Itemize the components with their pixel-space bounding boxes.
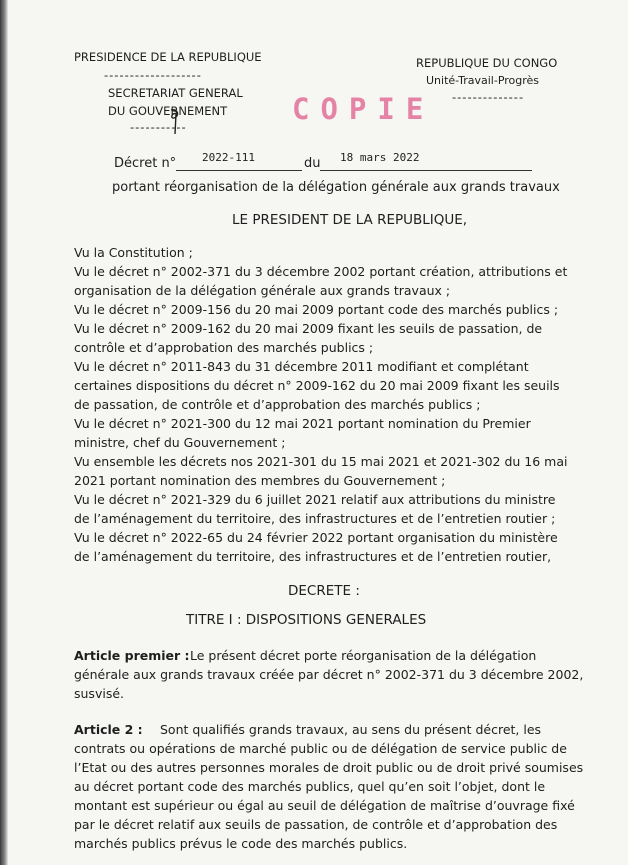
handwritten-mark [168,106,182,136]
visa-line: Vu le décret n° 2009-162 du 20 mai 2009 fixant les seuils de passation, de [74,321,543,336]
decret-number: 2022-111 [202,151,255,164]
visa-line: Vu le décret n° 2002-371 du 3 décembre 2002 portant création, attributions et [74,264,568,279]
visa-line: Vu le décret n° 2011-843 du 31 décembre 2011 modifiant et complétant [74,359,529,374]
du-label: du [304,156,321,171]
visa-line: Vu le décret n° 2022-65 du 24 février 2022 portant organisation du ministère [74,530,558,545]
decret-label: Décret n° [114,156,177,171]
visa-line: 2021 portant nomination des membres du Gouvernement ; [74,473,446,488]
copie-stamp: COPIE [292,92,435,126]
article-1-label: Article premier : [74,648,190,663]
decret-date-underline [320,170,532,171]
decret-subject: portant réorganisation de la délégation générale aux grands travaux [112,180,560,195]
article-2-label: Article 2 : [74,722,143,737]
presidence-heading: PRESIDENCE DE LA REPUBLIQUE [74,50,262,64]
article-1-text: générale aux grands travaux créée par décret n° 2002-371 du 3 décembre 2002, [74,667,584,682]
president-heading: LE PRESIDENT DE LA REPUBLIQUE, [232,212,468,228]
visa-line: de passation, de contrôle et d’approbation des marchés publics ; [74,397,481,412]
titre-1-heading: TITRE I : DISPOSITIONS GENERALES [186,612,427,628]
republique-heading: REPUBLIQUE DU CONGO [416,56,558,70]
visa-line: Vu le décret n° 2021-300 du 12 mai 2021 portant nomination du Premier [74,416,531,431]
scan-edge [0,0,8,865]
visa-line: ministre, chef du Gouvernement ; [74,435,286,450]
header-right-dashes: -------------- [452,90,525,104]
article-2-text: l’Etat ou des autres personnes morales de droit public ou de droit privé soumises [74,760,584,775]
gouvernement-heading: DU GOUVERNEMENT [108,104,228,118]
article-2-text: par le décret relatif aux seuils de passation, de contrôle et d’approbation des [74,817,558,832]
decret-date: 18 mars 2022 [340,151,420,164]
article-2-text: contrats ou opérations de marché public ou de délégation de service public de [74,741,567,756]
secretariat-heading: SECRETARIAT GENERAL [108,86,243,100]
devise: Unité-Travail-Progrès [426,74,540,87]
article-1-text: susvisé. [74,686,124,701]
article-2-text: au décret portant code des marchés publics, quel qu’en soit l’objet, dont le [74,779,546,794]
visa-line: Vu le décret n° 2009-156 du 20 mai 2009 portant code des marchés publics ; [74,302,559,317]
article-2-text: montant est supérieur ou égal au seuil de délégation de maîtrise d’ouvrage fixé [74,798,575,813]
article-2-text: marchés publics prévus le code des marchés publics. [74,836,408,851]
header-left-dashes-2: ----------- [130,120,187,134]
visa-line: contrôle et d’approbation des marchés publics ; [74,340,374,355]
visa-line: Vu la Constitution ; [74,245,193,260]
visa-line: organisation de la délégation générale aux grands travaux ; [74,283,451,298]
header-left-dashes-1: ------------------- [104,68,202,82]
visa-line: de l’aménagement du territoire, des infrastructures et de l’entretien routier, [74,549,552,564]
visa-line: de l’aménagement du territoire, des infrastructures et de l’entretien routier ; [74,511,556,526]
decret-number-underline [176,170,302,171]
article-1-text: Le présent décret porte réorganisation de la délégation [190,648,537,663]
visa-line: Vu ensemble les décrets nos 2021-301 du 15 mai 2021 et 2021-302 du 16 mai [74,454,568,469]
visa-line: certaines dispositions du décret n° 2009-162 du 20 mai 2009 fixant les seuils [74,378,560,393]
decrete-heading: DECRETE : [288,583,360,599]
visa-line: Vu le décret n° 2021-329 du 6 juillet 2021 relatif aux attributions du ministre [74,492,556,507]
article-2-text: Sont qualifiés grands travaux, au sens du présent décret, les [160,722,542,737]
